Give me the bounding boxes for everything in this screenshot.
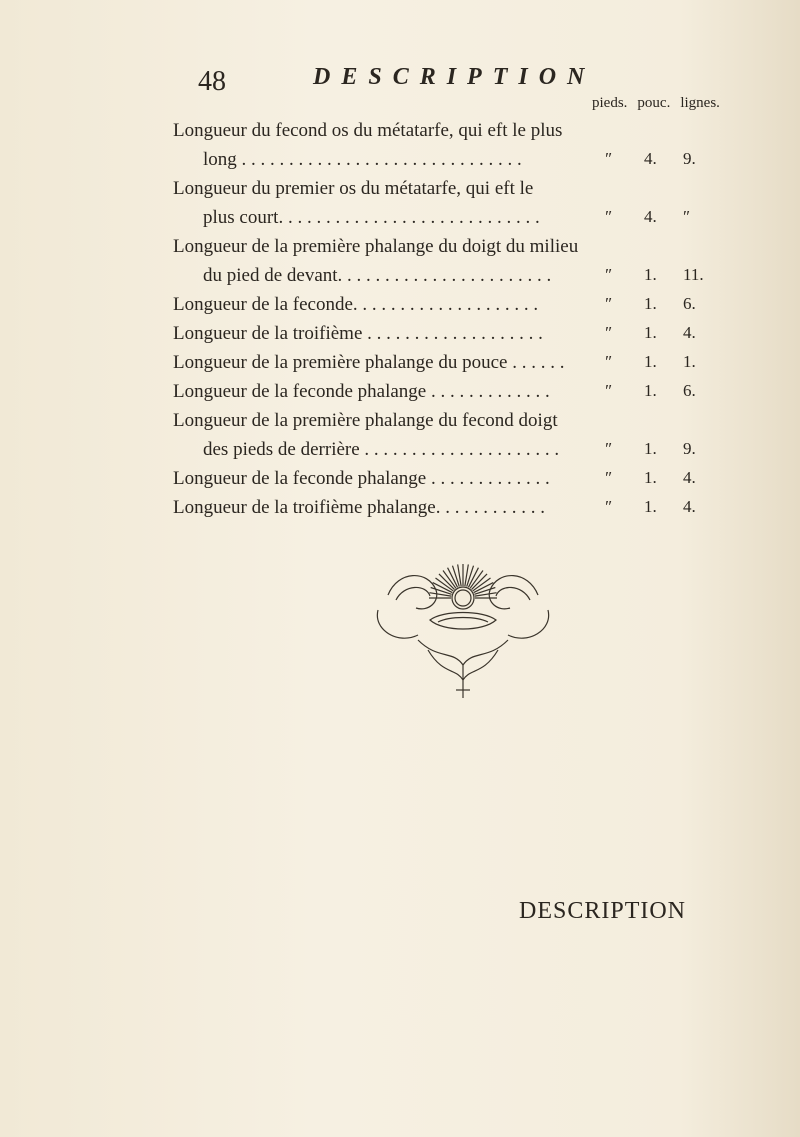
value-lignes: 11. bbox=[683, 265, 704, 284]
value-pieds: ″ bbox=[604, 497, 612, 516]
running-head: DESCRIPTION bbox=[313, 64, 596, 90]
value-lignes: 4. bbox=[683, 468, 696, 487]
entry-text-line: Longueur de la feconde. . . . . . . . . . . . . . . . . . . . bbox=[173, 294, 539, 315]
entry-text-line: plus court. . . . . . . . . . . . . . . . . . . . . . . . . . . . bbox=[203, 207, 540, 228]
value-pieds: ″ bbox=[604, 294, 612, 313]
value-row bbox=[0, 381, 800, 410]
entry-text-line: Longueur de la première phalange du doigt du milieu bbox=[173, 236, 579, 257]
column-headers bbox=[592, 95, 720, 112]
value-pieds: ″ bbox=[604, 149, 612, 168]
value-pieds: ″ bbox=[604, 468, 612, 487]
value-row bbox=[0, 207, 800, 236]
value-pieds: ″ bbox=[604, 381, 612, 400]
entry-text-line: Longueur de la troifième phalange. . . . . . . . . . . . bbox=[173, 497, 545, 518]
value-row bbox=[0, 294, 800, 323]
entry-text-line: Longueur de la première phalange du pouce . . . . . . bbox=[173, 352, 565, 373]
entry-text-line: Longueur de la troifième . . . . . . . . . . . . . . . . . . . bbox=[173, 323, 543, 344]
value-pieds: ″ bbox=[604, 265, 612, 284]
value-lignes: 4. bbox=[683, 497, 696, 516]
value-lignes: 6. bbox=[683, 294, 696, 313]
value-pieds: ″ bbox=[604, 352, 612, 371]
value-row bbox=[0, 149, 800, 178]
col-header-pieds: pieds. bbox=[592, 95, 628, 111]
entry-text-line: long . . . . . . . . . . . . . . . . . . . . . . . . . . . . . . bbox=[203, 149, 522, 170]
entry-text-line: Longueur du premier os du métatarfe, qui eft le bbox=[173, 178, 534, 199]
value-lignes: 4. bbox=[683, 323, 696, 342]
value-lignes: ″ bbox=[683, 207, 691, 226]
value-row bbox=[0, 323, 800, 352]
value-pouces: 1. bbox=[644, 352, 657, 371]
entry-text-line: Longueur de la feconde phalange . . . . . . . . . . . . . bbox=[173, 381, 550, 402]
entry-text-line: Longueur de la première phalange du fecond doigt bbox=[173, 410, 558, 431]
catchword: DESCRIPTION bbox=[519, 898, 687, 924]
value-row bbox=[0, 497, 800, 526]
value-row bbox=[0, 265, 800, 294]
value-pouces: 4. bbox=[644, 149, 657, 168]
col-header-pouces: pouc. bbox=[637, 95, 671, 111]
value-pouces: 1. bbox=[644, 323, 657, 342]
value-pouces: 1. bbox=[644, 381, 657, 400]
entry-text-line: des pieds de derrière . . . . . . . . . . . . . . . . . . . . . bbox=[203, 439, 560, 460]
value-lignes: 9. bbox=[683, 439, 696, 458]
value-lignes: 9. bbox=[683, 149, 696, 168]
sunburst-garland-ornament-icon bbox=[368, 550, 558, 700]
value-row bbox=[0, 439, 800, 468]
entry-text-line: Longueur de la feconde phalange . . . . . . . . . . . . . bbox=[173, 468, 550, 489]
value-lignes: 1. bbox=[683, 352, 696, 371]
value-pouces: 1. bbox=[644, 497, 657, 516]
value-row bbox=[0, 468, 800, 497]
value-pouces: 1. bbox=[644, 468, 657, 487]
value-pouces: 4. bbox=[644, 207, 657, 226]
value-pieds: ″ bbox=[604, 207, 612, 226]
value-pouces: 1. bbox=[644, 439, 657, 458]
value-pieds: ″ bbox=[604, 323, 612, 342]
value-pouces: 1. bbox=[644, 294, 657, 313]
entry-text-line: Longueur du fecond os du métatarfe, qui eft le plus bbox=[173, 120, 563, 141]
value-lignes: 6. bbox=[683, 381, 696, 400]
col-header-lignes: lignes. bbox=[680, 95, 720, 111]
page-number: 48 bbox=[198, 66, 226, 97]
value-pieds: ″ bbox=[604, 439, 612, 458]
entry-text-line: du pied de devant. . . . . . . . . . . . . . . . . . . . . . . bbox=[203, 265, 552, 286]
value-pouces: 1. bbox=[644, 265, 657, 284]
value-row bbox=[0, 352, 800, 381]
